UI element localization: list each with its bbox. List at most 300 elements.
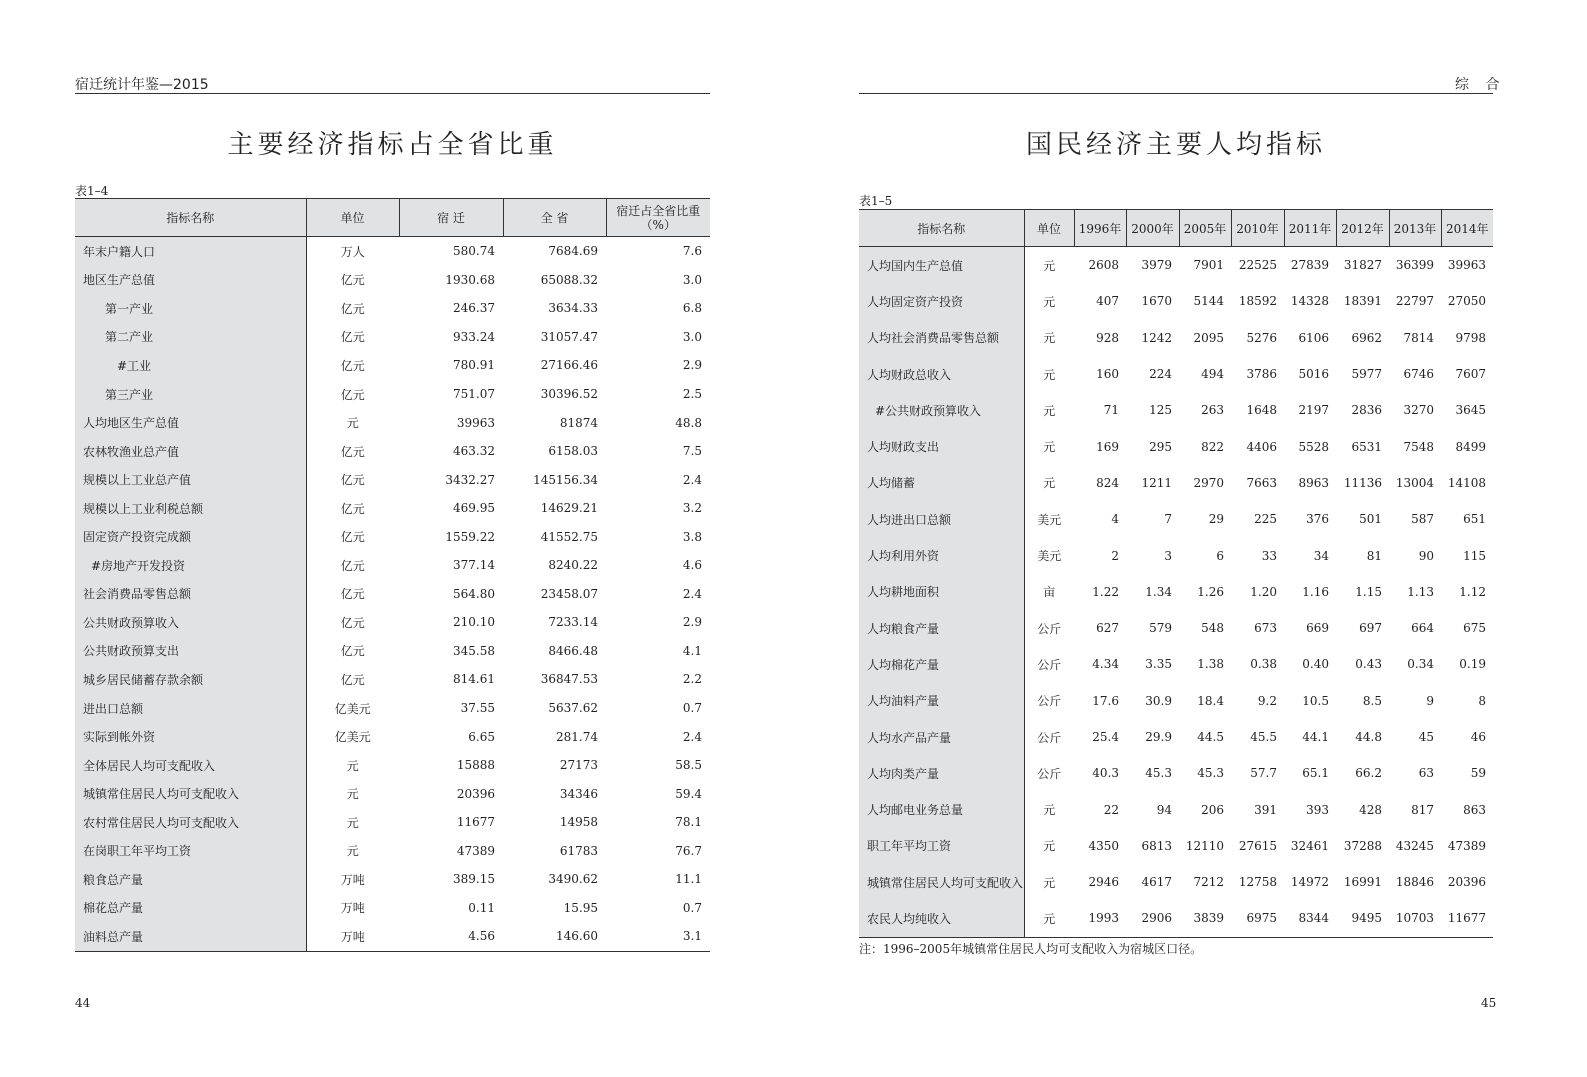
year-value: 1.26 — [1197, 584, 1224, 599]
page-title-left: 主要经济指标占全省比重 — [227, 130, 558, 160]
share-value: 4.1 — [682, 643, 702, 658]
share-value: 2.9 — [682, 615, 702, 630]
year-value: 928 — [1096, 330, 1119, 345]
year-value: 7548 — [1403, 439, 1434, 454]
indicator-name: 进出口总额 — [75, 694, 306, 723]
year-value: 59 — [1470, 766, 1486, 781]
table-row — [859, 574, 1493, 610]
year-value: 263 — [1201, 403, 1224, 418]
running-header-left: 宿迁统计年鉴—2015 — [75, 77, 209, 93]
province-value: 8466.48 — [548, 643, 598, 658]
unit-cell: 元 — [346, 844, 359, 859]
year-value: 587 — [1411, 512, 1434, 527]
province-value: 7233.14 — [548, 615, 598, 630]
table-row — [859, 501, 1493, 537]
table-row — [75, 580, 710, 609]
indicator-name: #工业 — [75, 351, 306, 380]
table-row — [859, 683, 1493, 719]
province-value: 41552.75 — [540, 529, 598, 544]
year-value: 12758 — [1238, 875, 1277, 890]
suqian-value: 3432.27 — [445, 472, 495, 487]
indicator-name: 固定资产投资完成额 — [75, 522, 306, 551]
suqian-value: 11677 — [456, 815, 495, 830]
table-row — [75, 237, 710, 266]
year-value: 45.3 — [1145, 766, 1172, 781]
page-title-right: 国民经济主要人均指标 — [1025, 130, 1326, 160]
indicator-name: 人均财政支出 — [859, 428, 1024, 464]
year-value: 1.22 — [1092, 584, 1119, 599]
table-row — [859, 320, 1493, 356]
year-value: 5276 — [1246, 330, 1277, 345]
year-value: 7814 — [1403, 330, 1434, 345]
year-value: 295 — [1149, 439, 1172, 454]
year-value: 224 — [1149, 367, 1172, 382]
year-value: 407 — [1096, 294, 1119, 309]
table-row — [859, 283, 1493, 319]
year-value: 27050 — [1447, 294, 1486, 309]
year-value: 2197 — [1298, 403, 1329, 418]
year-value: 10.5 — [1302, 693, 1329, 708]
unit-cell: 元 — [346, 815, 359, 830]
header-rule-left — [75, 93, 710, 94]
table-row — [75, 808, 710, 837]
indicator-name: 农林牧渔业总产值 — [75, 437, 306, 466]
year-value: 22 — [1103, 802, 1119, 817]
year-value: 27615 — [1238, 838, 1277, 853]
unit-cell: 公斤 — [1037, 694, 1062, 709]
year-value: 13004 — [1395, 475, 1434, 490]
province-value: 31057.47 — [540, 329, 598, 344]
suqian-value: 389.15 — [453, 872, 495, 887]
province-value: 61783 — [559, 843, 598, 858]
unit-cell: 万吨 — [340, 872, 365, 887]
year-value: 0.40 — [1302, 657, 1329, 672]
share-value: 48.8 — [675, 415, 702, 430]
unit-cell: 亿元 — [340, 330, 365, 345]
unit-cell: 亿元 — [340, 558, 365, 573]
share-value: 2.2 — [682, 672, 702, 687]
indicator-name: 公共财政预算收入 — [75, 608, 306, 637]
page-number-left: 44 — [75, 996, 91, 1010]
year-value: 376 — [1306, 512, 1329, 527]
year-value: 5016 — [1298, 367, 1329, 382]
indicator-name: 公共财政预算支出 — [75, 637, 306, 666]
table-row — [75, 608, 710, 637]
year-value: 7 — [1164, 512, 1172, 527]
year-value: 1211 — [1141, 475, 1172, 490]
year-value: 1993 — [1074, 900, 1126, 937]
year-value: 1.38 — [1197, 657, 1224, 672]
year-value: 9 — [1426, 693, 1434, 708]
indicator-name: 社会消费品零售总额 — [75, 580, 306, 609]
year-value: 7663 — [1246, 475, 1277, 490]
province-value: 281.74 — [556, 729, 598, 744]
year-value: 669 — [1306, 621, 1329, 636]
year-value: 71 — [1103, 403, 1119, 418]
suqian-value: 469.95 — [453, 501, 495, 516]
unit-cell: 元 — [1024, 900, 1074, 937]
share-value: 78.1 — [675, 815, 702, 830]
year-value: 14328 — [1290, 294, 1329, 309]
province-value: 7684.69 — [548, 244, 598, 259]
year-value: 391 — [1254, 802, 1277, 817]
unit-cell: 元 — [1043, 331, 1056, 346]
province-value: 81874 — [559, 415, 598, 430]
col-header-year: 2012年 — [1336, 210, 1389, 247]
table-row — [859, 428, 1493, 464]
year-value: 81 — [1366, 548, 1382, 563]
unit-cell: 亿元 — [340, 530, 365, 545]
year-value: 651 — [1463, 512, 1486, 527]
suqian-value: 4.56 — [399, 922, 503, 951]
unit-cell: 元 — [1043, 258, 1056, 273]
year-value: 4.34 — [1092, 657, 1119, 672]
year-value: 8344 — [1284, 900, 1336, 937]
year-value: 22797 — [1395, 294, 1434, 309]
year-value: 673 — [1254, 621, 1277, 636]
year-value: 1.16 — [1302, 584, 1329, 599]
unit-cell: 元 — [1043, 403, 1056, 418]
year-value: 18391 — [1343, 294, 1382, 309]
year-value: 6746 — [1403, 367, 1434, 382]
share-value: 3.8 — [682, 529, 702, 544]
col-header-share-unit: （%） — [640, 217, 676, 232]
col-header-unit: 单位 — [1024, 210, 1074, 247]
indicator-name: 人均水产品产量 — [859, 719, 1024, 755]
year-value: 7212 — [1193, 875, 1224, 890]
suqian-value: 377.14 — [453, 558, 495, 573]
share-value: 3.1 — [606, 922, 710, 951]
unit-cell: 亿元 — [340, 615, 365, 630]
suqian-value: 345.58 — [453, 643, 495, 658]
unit-cell: 亿元 — [340, 587, 365, 602]
province-value: 36847.53 — [540, 672, 598, 687]
indicator-name: 职工年平均工资 — [859, 828, 1024, 864]
year-value: 63 — [1418, 766, 1434, 781]
table-row — [75, 380, 710, 409]
year-value: 0.19 — [1459, 657, 1486, 672]
table-row — [859, 465, 1493, 501]
unit-cell: 元 — [1043, 294, 1056, 309]
year-value: 2906 — [1126, 900, 1179, 937]
year-value: 125 — [1149, 403, 1172, 418]
table-row — [75, 551, 710, 580]
table-row — [75, 323, 710, 352]
year-value: 428 — [1359, 802, 1382, 817]
year-value: 2836 — [1351, 403, 1382, 418]
indicator-name: 人均油料产量 — [859, 683, 1024, 719]
share-value: 0.7 — [682, 701, 702, 716]
year-value: 2608 — [1088, 258, 1119, 273]
year-value: 65.1 — [1302, 766, 1329, 781]
suqian-value: 564.80 — [453, 586, 495, 601]
share-value: 58.5 — [675, 758, 702, 773]
unit-cell: 亿元 — [340, 501, 365, 516]
running-header-right: 综 合 — [1455, 77, 1506, 93]
unit-cell: 亿元 — [340, 301, 365, 316]
year-value: 5144 — [1193, 294, 1224, 309]
province-value: 34346 — [559, 786, 598, 801]
share-value: 2.4 — [682, 472, 702, 487]
year-value: 6 — [1216, 548, 1224, 563]
year-value: 8.5 — [1362, 693, 1382, 708]
year-value: 6106 — [1298, 330, 1329, 345]
year-value: 4617 — [1141, 875, 1172, 890]
indicator-name: 人均利用外资 — [859, 537, 1024, 573]
table-row — [75, 894, 710, 923]
province-value: 3634.33 — [548, 301, 598, 316]
province-value: 145156.34 — [533, 472, 598, 487]
year-value: 43245 — [1395, 838, 1434, 853]
share-value: 2.5 — [682, 387, 702, 401]
year-value: 16991 — [1343, 875, 1382, 890]
year-value: 8 — [1478, 693, 1486, 708]
unit-cell: 亿元 — [340, 387, 365, 402]
year-value: 6531 — [1351, 439, 1382, 454]
suqian-value: 1559.22 — [445, 529, 495, 544]
indicator-name: 人均肉类产量 — [859, 755, 1024, 791]
col-header-year: 2000年 — [1126, 210, 1179, 247]
year-value: 2946 — [1088, 875, 1119, 890]
year-value: 30.9 — [1145, 693, 1172, 708]
year-value: 18592 — [1238, 294, 1277, 309]
suqian-value: 39963 — [456, 415, 495, 430]
year-value: 7901 — [1193, 258, 1224, 273]
col-header-share — [606, 199, 710, 237]
year-value: 2970 — [1193, 475, 1224, 490]
header-rule-right — [859, 93, 1493, 94]
year-value: 20396 — [1447, 875, 1486, 890]
table-header-row — [859, 210, 1493, 247]
year-value: 40.3 — [1092, 766, 1119, 781]
table-note: 注：1996–2005年城镇常住居民人均可支配收入为宿城区口径。 — [859, 942, 1203, 956]
year-value: 6813 — [1141, 838, 1172, 853]
year-value: 17.6 — [1092, 693, 1119, 708]
year-value: 25.4 — [1092, 730, 1119, 744]
year-value: 11136 — [1343, 475, 1382, 490]
col-header-year: 2005年 — [1179, 210, 1231, 247]
col-header-province: 全 省 — [503, 199, 606, 237]
year-value: 1242 — [1141, 330, 1172, 345]
year-value: 1.15 — [1355, 584, 1382, 599]
year-value: 90 — [1418, 548, 1434, 563]
unit-cell: 亿元 — [340, 672, 365, 687]
year-value: 29.9 — [1145, 730, 1172, 744]
year-value: 169 — [1096, 439, 1119, 454]
province-value: 65088.32 — [540, 272, 598, 287]
table-row — [75, 465, 710, 494]
unit-cell: 元 — [1043, 476, 1056, 491]
table-row — [75, 922, 710, 951]
table-row — [75, 637, 710, 666]
indicator-name: 油料总产量 — [75, 922, 306, 951]
year-value: 12110 — [1185, 838, 1224, 853]
table-row — [859, 755, 1493, 791]
unit-cell: 元 — [346, 758, 359, 773]
table-row — [859, 900, 1493, 937]
year-value: 548 — [1201, 621, 1224, 636]
table-row — [859, 864, 1493, 900]
year-value: 33 — [1261, 548, 1277, 563]
col-header-year: 2011年 — [1284, 210, 1336, 247]
table-row — [859, 610, 1493, 646]
year-value: 8963 — [1298, 475, 1329, 490]
year-value: 664 — [1411, 621, 1434, 636]
year-value: 3839 — [1179, 900, 1231, 937]
year-value: 66.2 — [1355, 766, 1382, 781]
suqian-value: 933.24 — [453, 329, 495, 344]
year-value: 32461 — [1290, 838, 1329, 853]
indicator-name: 粮食总产量 — [75, 865, 306, 894]
year-value: 37288 — [1343, 838, 1382, 853]
table-row — [75, 408, 710, 437]
table-row — [75, 865, 710, 894]
table-row — [859, 791, 1493, 827]
year-value: 29 — [1208, 512, 1224, 527]
suqian-value: 780.91 — [453, 358, 495, 373]
province-value: 27173 — [559, 758, 598, 773]
year-value: 5528 — [1298, 439, 1329, 454]
year-value: 1.20 — [1250, 584, 1277, 599]
year-value: 1648 — [1246, 403, 1277, 418]
indicator-name: 人均地区生产总值 — [75, 408, 306, 437]
indicator-name: 人均国内生产总值 — [859, 247, 1024, 284]
share-value: 6.8 — [682, 301, 702, 316]
year-value: 1.12 — [1459, 584, 1486, 599]
unit-cell: 亿元 — [340, 273, 365, 288]
unit-cell: 元 — [1043, 839, 1056, 854]
unit-cell: 亩 — [1043, 585, 1056, 600]
share-value: 7.6 — [682, 244, 702, 259]
year-value: 501 — [1359, 512, 1382, 527]
province-value: 14629.21 — [540, 501, 598, 516]
unit-cell: 公斤 — [1037, 730, 1062, 745]
suqian-value: 463.32 — [453, 444, 495, 459]
year-value: 824 — [1096, 475, 1119, 490]
year-value: 2 — [1111, 548, 1119, 563]
indicator-name: 人均储蓄 — [859, 465, 1024, 501]
province-value: 15.95 — [563, 900, 598, 915]
left-page — [0, 0, 793, 1077]
table-row — [75, 494, 710, 523]
indicator-name: 城乡居民储蓄存款余额 — [75, 665, 306, 694]
indicator-name: 年末户籍人口 — [75, 237, 306, 266]
suqian-value: 6.65 — [468, 729, 495, 744]
indicator-name: 人均耕地面积 — [859, 574, 1024, 610]
year-value: 1670 — [1141, 294, 1172, 309]
year-value: 44.5 — [1197, 730, 1224, 744]
indicator-name: 人均财政总收入 — [859, 356, 1024, 392]
year-value: 45 — [1418, 730, 1434, 744]
suqian-value: 246.37 — [453, 301, 495, 316]
indicator-name: 人均邮电业务总量 — [859, 791, 1024, 827]
col-header-year: 1996年 — [1074, 210, 1126, 247]
share-value: 0.7 — [682, 900, 702, 915]
year-value: 3.35 — [1145, 657, 1172, 672]
table-row — [859, 646, 1493, 682]
suqian-value: 814.61 — [453, 672, 495, 687]
table-row — [75, 779, 710, 808]
year-value: 9.2 — [1257, 693, 1277, 708]
year-value: 11677 — [1441, 900, 1493, 937]
indicator-name: 城镇常住居民人均可支配收入 — [859, 864, 1024, 900]
year-value: 494 — [1201, 367, 1224, 382]
table-row — [75, 722, 710, 751]
unit-cell: 公斤 — [1037, 766, 1062, 781]
indicator-name: 第三产业 — [75, 380, 306, 409]
unit-cell: 万吨 — [306, 922, 399, 951]
indicator-name: 人均进出口总额 — [859, 501, 1024, 537]
per-capita-table — [859, 209, 1493, 938]
indicator-name: 棉花总产量 — [75, 894, 306, 923]
unit-cell: 亿美元 — [334, 701, 371, 716]
year-value: 45.5 — [1250, 730, 1277, 744]
year-value: 44.8 — [1355, 730, 1382, 744]
year-value: 10703 — [1389, 900, 1441, 937]
table-row — [75, 351, 710, 380]
year-value: 3645 — [1455, 403, 1486, 418]
table-number-right: 表1–5 — [859, 194, 893, 208]
province-value: 146.60 — [503, 922, 606, 951]
year-value: 46 — [1470, 730, 1486, 744]
share-value: 3.0 — [682, 272, 702, 287]
col-header-name: 指标名称 — [75, 199, 306, 237]
table-header-row — [75, 199, 710, 237]
year-value: 206 — [1201, 802, 1224, 817]
year-value: 817 — [1411, 802, 1434, 817]
year-value: 4406 — [1246, 439, 1277, 454]
indicator-name: 地区生产总值 — [75, 266, 306, 295]
year-value: 22525 — [1238, 258, 1277, 273]
indicator-name: 规模以上工业利税总额 — [75, 494, 306, 523]
indicator-name: 城镇常住居民人均可支配收入 — [75, 779, 306, 808]
indicator-name: 人均粮食产量 — [859, 610, 1024, 646]
share-value: 2.4 — [682, 729, 702, 744]
year-value: 36399 — [1395, 258, 1434, 273]
table-row — [75, 266, 710, 295]
year-value: 7607 — [1455, 367, 1486, 382]
province-value: 27166.46 — [540, 358, 598, 373]
unit-cell: 亿美元 — [334, 730, 371, 745]
year-value: 47389 — [1447, 838, 1486, 853]
table-row — [859, 392, 1493, 428]
table-number-left: 表1–4 — [75, 184, 109, 198]
share-value: 11.1 — [675, 872, 702, 887]
table-row — [75, 522, 710, 551]
indicator-name: 农村常住居民人均可支配收入 — [75, 808, 306, 837]
year-value: 4350 — [1088, 838, 1119, 853]
table-row — [75, 836, 710, 865]
year-value: 1.13 — [1407, 584, 1434, 599]
year-value: 4 — [1111, 512, 1119, 527]
indicator-name: 规模以上工业总产值 — [75, 465, 306, 494]
province-value: 23458.07 — [540, 586, 598, 601]
province-value: 14958 — [559, 815, 598, 830]
year-value: 9798 — [1455, 330, 1486, 345]
col-header-year: 2014年 — [1441, 210, 1493, 247]
year-value: 579 — [1149, 621, 1172, 636]
province-value: 6158.03 — [548, 444, 598, 459]
year-value: 863 — [1463, 802, 1486, 817]
year-value: 6975 — [1231, 900, 1284, 937]
suqian-value: 0.11 — [468, 900, 495, 915]
year-value: 3786 — [1246, 367, 1277, 382]
col-header-year: 2013年 — [1389, 210, 1441, 247]
year-value: 160 — [1096, 367, 1119, 382]
year-value: 0.34 — [1407, 657, 1434, 672]
suqian-value: 580.74 — [453, 244, 495, 259]
unit-cell: 元 — [346, 787, 359, 802]
